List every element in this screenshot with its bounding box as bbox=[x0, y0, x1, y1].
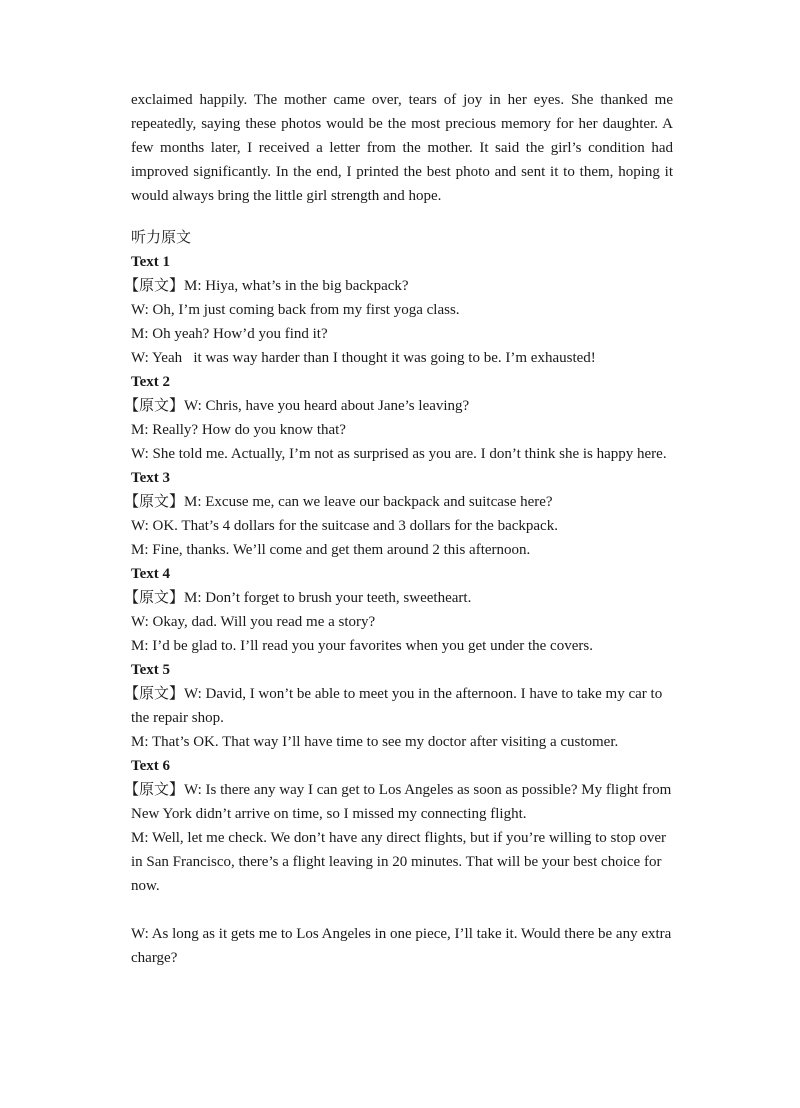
transcript-text-2 bbox=[124, 370, 673, 466]
section-title: 听力原文 bbox=[131, 230, 192, 246]
closing-dialogue-line: W: As long as it gets me to Los Angeles in one piece, I’ll take it. Would there be any extra charge? bbox=[131, 926, 672, 966]
text-heading: Text 2 bbox=[131, 374, 171, 390]
text-heading: Text 3 bbox=[131, 470, 171, 486]
transcript-text-5 bbox=[124, 658, 673, 754]
dialogue-line: 【原文】M: Excuse me, can we leave our backpack and suitcase here? bbox=[124, 494, 553, 510]
transcript-text-6 bbox=[124, 754, 673, 898]
transcript-text-3 bbox=[124, 466, 673, 562]
dialogue-line: 【原文】W: Chris, have you heard about Jane’s leaving? bbox=[124, 398, 470, 414]
text-heading: Text 4 bbox=[131, 566, 171, 582]
text-heading: Text 6 bbox=[131, 758, 171, 774]
dialogue-line: M: Well, let me check. We don’t have any direct flights, but if you’re willing to stop over in San Francisco, there’s a flight leaving in 20 minutes. That will be your best choice for now. bbox=[131, 830, 666, 894]
intro-paragraph: exclaimed happily. The mother came over, tears of joy in her eyes. She thanked me repeatedly, saying these photos would be the most precious memory for her daughter. A few months later, I received a letter from the mother. It said the girl’s condition had improved significantly. In the end, I printed the best photo and sent it to them, hoping it would always bring the little girl strength and hope. bbox=[131, 92, 673, 204]
original-text-tag: 【原文】 bbox=[124, 278, 185, 294]
dialogue-line: W: Yeah it was way harder than I thought it was going to be. I’m exhausted! bbox=[131, 350, 596, 366]
dialogue-line: W: OK. That’s 4 dollars for the suitcase and 3 dollars for the backpack. bbox=[131, 518, 558, 534]
paragraph-gap bbox=[131, 898, 673, 922]
transcript-text-1 bbox=[124, 250, 673, 370]
original-text-tag: 【原文】 bbox=[124, 590, 185, 606]
dialogue-line: 【原文】W: Is there any way I can get to Los Angeles as soon as possible? My flight from New York didn’t arrive on time, so I missed my connecting flight. bbox=[124, 782, 672, 822]
dialogue-line: M: Fine, thanks. We’ll come and get them around 2 this afternoon. bbox=[131, 542, 531, 558]
dialogue-line: W: Oh, I’m just coming back from my first yoga class. bbox=[131, 302, 460, 318]
dialogue-line: W: She told me. Actually, I’m not as surprised as you are. I don’t think she is happy here. bbox=[131, 446, 667, 462]
dialogue-line: M: Oh yeah? How’d you find it? bbox=[131, 326, 328, 342]
dialogue-line: M: That’s OK. That way I’ll have time to see my doctor after visiting a customer. bbox=[131, 734, 619, 750]
original-text-tag: 【原文】 bbox=[124, 782, 185, 798]
dialogue-line: 【原文】W: David, I won’t be able to meet you in the afternoon. I have to take my car to the repair shop. bbox=[124, 686, 663, 726]
dialogue-line: M: I’d be glad to. I’ll read you your favorites when you get under the covers. bbox=[131, 638, 593, 654]
original-text-tag: 【原文】 bbox=[124, 686, 185, 702]
transcript-text-4 bbox=[124, 562, 673, 658]
original-text-tag: 【原文】 bbox=[124, 494, 185, 510]
text-heading: Text 1 bbox=[131, 254, 171, 270]
text-heading: Text 5 bbox=[131, 662, 171, 678]
dialogue-line: W: Okay, dad. Will you read me a story? bbox=[131, 614, 376, 630]
dialogue-line: 【原文】M: Hiya, what’s in the big backpack? bbox=[124, 278, 409, 294]
original-text-tag: 【原文】 bbox=[124, 398, 185, 414]
dialogue-line: 【原文】M: Don’t forget to brush your teeth, sweetheart. bbox=[124, 590, 472, 606]
document-page bbox=[124, 88, 673, 970]
dialogue-line: M: Really? How do you know that? bbox=[131, 422, 346, 438]
